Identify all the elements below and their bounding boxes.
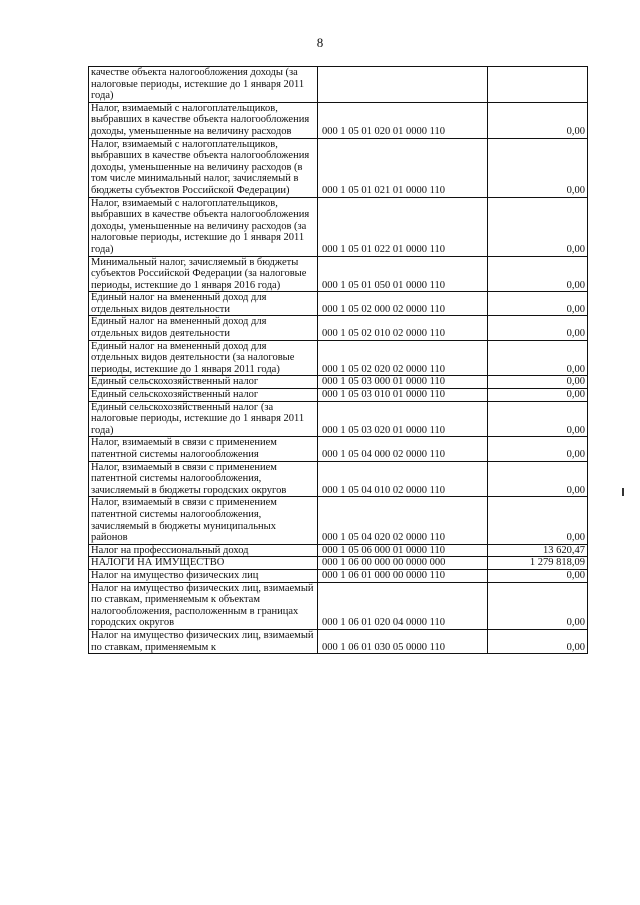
tax-name-cell: Единый налог на вмененный доход для отдельных видов деятельности (89, 292, 318, 316)
amount-cell: 0,00 (488, 582, 588, 629)
table-row (89, 256, 588, 292)
scan-edge-mark (622, 488, 624, 496)
budget-code-cell: 000 1 05 02 000 02 0000 110 (318, 292, 488, 316)
tax-name-cell: Единый налог на вмененный доход для отдельных видов деятельности (за налоговые периоды, истекшие до 1 января 2011 года) (89, 340, 318, 376)
amount-cell: 0,00 (488, 437, 588, 461)
budget-code-cell (318, 67, 488, 103)
budget-code-cell: 000 1 05 06 000 01 0000 110 (318, 544, 488, 557)
tax-name-cell: Налог, взимаемый в связи с применением патентной системы налогообложения (89, 437, 318, 461)
amount-cell: 0,00 (488, 569, 588, 582)
table-row (89, 557, 588, 570)
table-row (89, 197, 588, 256)
tax-name-cell: качестве объекта налогообложения доходы (за налоговые периоды, истекшие до 1 января 2011 года) (89, 67, 318, 103)
budget-code-cell: 000 1 05 01 050 01 0000 110 (318, 256, 488, 292)
amount-cell: 0,00 (488, 197, 588, 256)
amount-cell: 0,00 (488, 376, 588, 389)
tax-name-cell: Налог, взимаемый с налогоплательщиков, выбравших в качестве объекта налогообложения доходы, уменьшенные на величину расходов (за налоговые периоды, истекшие до 1 января 2011 года) (89, 197, 318, 256)
table-row (89, 461, 588, 497)
tax-name-cell: Налог на профессиональный доход (89, 544, 318, 557)
amount-cell: 0,00 (488, 256, 588, 292)
table-row (89, 340, 588, 376)
table-row (89, 138, 588, 197)
tax-name-cell: Налог на имущество физических лиц (89, 569, 318, 582)
budget-code-cell: 000 1 05 02 020 02 0000 110 (318, 340, 488, 376)
tax-name-cell: Налог, взимаемый в связи с применением патентной системы налогообложения, зачисляемый в бюджеты городских округов (89, 461, 318, 497)
amount-cell (488, 67, 588, 103)
table-row (89, 102, 588, 138)
budget-code-cell: 000 1 05 01 022 01 0000 110 (318, 197, 488, 256)
budget-code-cell: 000 1 05 03 020 01 0000 110 (318, 401, 488, 437)
tax-name-cell: Минимальный налог, зачисляемый в бюджеты субъектов Российской Федерации (за налоговые периоды, истекшие до 1 января 2016 года) (89, 256, 318, 292)
amount-cell: 0,00 (488, 292, 588, 316)
table-row (89, 401, 588, 437)
table-row (89, 582, 588, 629)
page-number: 8 (316, 35, 324, 50)
budget-code-cell: 000 1 05 01 020 01 0000 110 (318, 102, 488, 138)
table-row (89, 437, 588, 461)
budget-code-cell: 000 1 05 04 000 02 0000 110 (318, 437, 488, 461)
table-row (89, 292, 588, 316)
amount-cell: 0,00 (488, 629, 588, 653)
tax-name-cell: Единый сельскохозяйственный налог (89, 376, 318, 389)
budget-code-cell: 000 1 05 04 020 02 0000 110 (318, 497, 488, 544)
tax-name-cell: Единый сельскохозяйственный налог (за налоговые периоды, истекшие до 1 января 2011 года) (89, 401, 318, 437)
amount-cell: 0,00 (488, 461, 588, 497)
tax-revenue-table (88, 66, 588, 654)
tax-name-cell: Единый сельскохозяйственный налог (89, 389, 318, 402)
budget-code-cell: 000 1 05 02 010 02 0000 110 (318, 316, 488, 340)
table-row (89, 316, 588, 340)
amount-cell: 0,00 (488, 102, 588, 138)
table-row (89, 629, 588, 653)
amount-cell: 0,00 (488, 340, 588, 376)
amount-cell: 1 279 818,09 (488, 557, 588, 570)
budget-code-cell: 000 1 06 01 020 04 0000 110 (318, 582, 488, 629)
tax-name-cell: Налог, взимаемый с налогоплательщиков, выбравших в качестве объекта налогообложения доходы, уменьшенные на величину расходов (89, 102, 318, 138)
amount-cell: 0,00 (488, 497, 588, 544)
budget-code-cell: 000 1 05 01 021 01 0000 110 (318, 138, 488, 197)
amount-cell: 0,00 (488, 316, 588, 340)
budget-code-cell: 000 1 06 00 000 00 0000 000 (318, 557, 488, 570)
amount-cell: 0,00 (488, 401, 588, 437)
budget-code-cell: 000 1 06 01 030 05 0000 110 (318, 629, 488, 653)
table-row (89, 67, 588, 103)
budget-code-cell: 000 1 05 04 010 02 0000 110 (318, 461, 488, 497)
table-row (89, 389, 588, 402)
table-row (89, 376, 588, 389)
tax-name-cell: НАЛОГИ НА ИМУЩЕСТВО (89, 557, 318, 570)
budget-code-cell: 000 1 06 01 000 00 0000 110 (318, 569, 488, 582)
table-row (89, 497, 588, 544)
table-row (89, 569, 588, 582)
tax-name-cell: Налог на имущество физических лиц, взимаемый по ставкам, применяемым к объектам налогообложения, расположенным в границах городских округов (89, 582, 318, 629)
amount-cell: 13 620,47 (488, 544, 588, 557)
tax-name-cell: Налог на имущество физических лиц, взимаемый по ставкам, применяемым к (89, 629, 318, 653)
amount-cell: 0,00 (488, 389, 588, 402)
budget-code-cell: 000 1 05 03 010 01 0000 110 (318, 389, 488, 402)
budget-code-cell: 000 1 05 03 000 01 0000 110 (318, 376, 488, 389)
tax-name-cell: Единый налог на вмененный доход для отдельных видов деятельности (89, 316, 318, 340)
amount-cell: 0,00 (488, 138, 588, 197)
tax-name-cell: Налог, взимаемый в связи с применением патентной системы налогообложения, зачисляемый в бюджеты муниципальных районов (89, 497, 318, 544)
table-row (89, 544, 588, 557)
tax-name-cell: Налог, взимаемый с налогоплательщиков, выбравших в качестве объекта налогообложения доходы, уменьшенные на величину расходов (в том числе минимальный налог, зачисляемый в бюджеты субъектов Российской Федерации) (89, 138, 318, 197)
